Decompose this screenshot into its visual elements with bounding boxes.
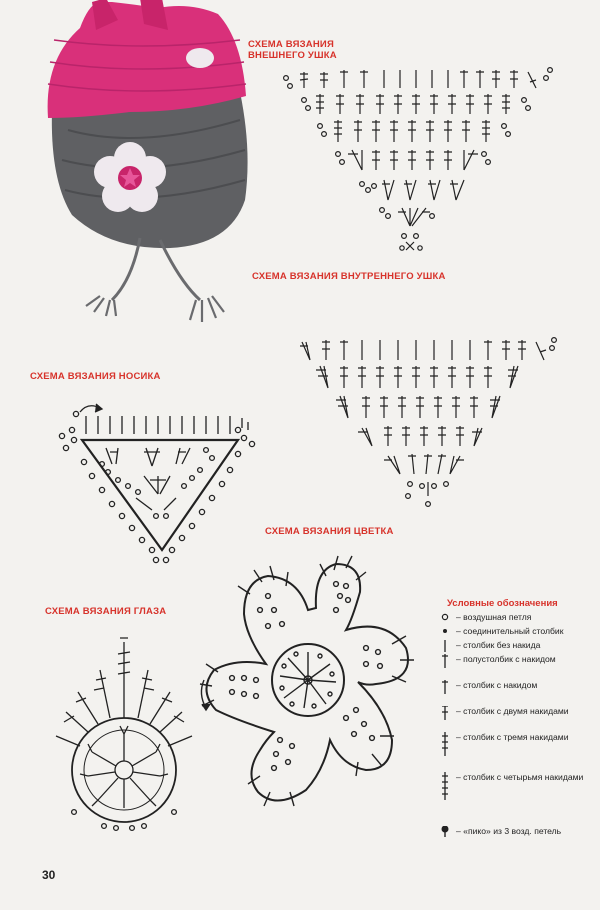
outer-ear-diagram <box>278 66 568 256</box>
outer-ear-row-4 <box>336 150 491 170</box>
legend-text: – столбик с накидом <box>456 680 538 690</box>
legend-text: – столбик без накида <box>456 640 541 650</box>
eye-diagram <box>44 630 204 850</box>
outer-ear-row-1 <box>284 68 553 89</box>
picot-icon <box>440 826 456 866</box>
legend-text: – столбик с двумя накидами <box>456 706 569 716</box>
legend-text: – столбик с тремя накидами <box>456 732 569 742</box>
inner-ear-title: СХЕМА ВЯЗАНИЯ ВНУТРЕННЕГО УШКА <box>252 271 446 282</box>
outer-ear-row-5 <box>360 180 464 200</box>
flower-title: СХЕМА ВЯЗАНИЯ ЦВЕТКА <box>265 526 394 537</box>
legend-text: – «пико» из 3 возд. петель <box>456 826 562 836</box>
inner-ear-row-2 <box>316 366 518 388</box>
page-number: 30 <box>42 868 56 882</box>
flower-diagram <box>196 540 420 822</box>
nose-title: СХЕМА ВЯЗАНИЯ НОСИКА <box>30 371 161 382</box>
outer-ear-row-6 <box>380 208 435 226</box>
legend-text: – соединительный столбик <box>456 626 564 636</box>
inner-ear-row-5 <box>384 454 464 474</box>
inner-ear-base <box>406 482 449 507</box>
outer-ear-row-2 <box>302 94 531 114</box>
inner-ear-row-3 <box>336 396 500 418</box>
outer-ear-title <box>248 39 337 61</box>
hat-photo <box>40 0 280 340</box>
inner-ear-diagram <box>296 336 562 512</box>
triple-treble-crochet-icon <box>440 772 456 812</box>
legend-title: Условные обозначения <box>447 598 558 609</box>
inner-ear-row-4 <box>358 426 482 446</box>
outer-ear-row-3 <box>318 120 511 142</box>
legend-text: – столбик с четырьмя накидами <box>456 772 584 782</box>
outer-ear-title-line2: ВНЕШНЕГО УШКА <box>248 50 337 61</box>
double-treble-crochet-icon <box>440 732 456 772</box>
legend-text: – воздушная петля <box>456 612 532 622</box>
outer-ear-title-line1: СХЕМА ВЯЗАНИЯ <box>248 39 334 50</box>
legend-text: – полустолбик с накидом <box>456 654 556 664</box>
inner-ear-row-1 <box>300 338 556 360</box>
outer-ear-base <box>400 234 422 251</box>
eye-title: СХЕМА ВЯЗАНИЯ ГЛАЗА <box>45 606 167 617</box>
